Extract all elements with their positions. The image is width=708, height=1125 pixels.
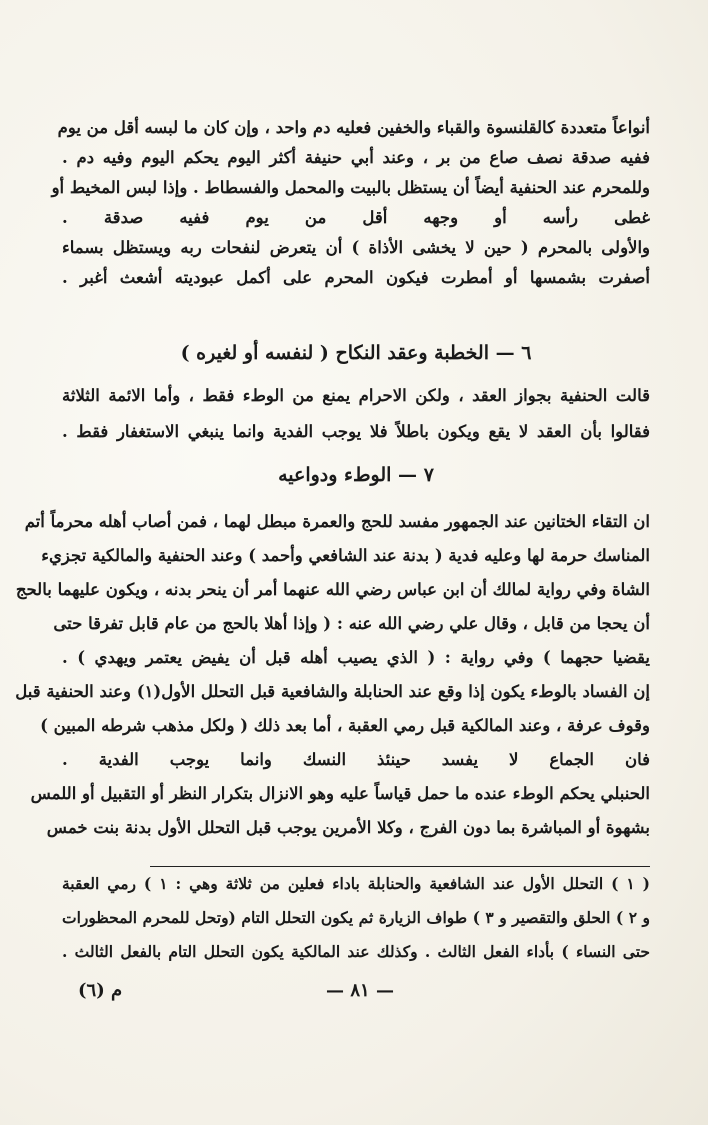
text-line: أنواعاً متعددة كالقلنسوة والقباء والخفين فعليه دم واحد ، وإن كان ما لبسه أقل من يوم xyxy=(57,118,650,137)
text-line: بشهوة أو المباشرة بما دون الفرج ، وكلا الأمرين يوجب قبل التحلل الأول بدنة بنت خمس xyxy=(46,818,650,837)
text-line: وقوف عرفة ، وعند المالكية قبل رمي العقبة ، أما بعد ذلك ( ولكل مذهب شرطه المبين ) xyxy=(40,716,650,735)
section-heading-6: ٦ — الخطبة وعقد النكاح ( لنفسه أو لغيره ) xyxy=(180,342,532,364)
section-6-text xyxy=(62,386,650,458)
footnote-line: حتى النساء ) بأداء الفعل الثالث . وكذلك عند المالكية يكون التحلل التام بالفعل الثالث . xyxy=(62,942,650,961)
text-line: الشاة وفي رواية لمالك أن ابن عباس رضي الله عنهما أمر أن ينحر بدنه ، ويكون عليهما بالحج xyxy=(15,580,650,599)
text-line: إن الفساد بالوطء يكون إذا وقع عند الحنابلة والشافعية قبل التحلل الأول(١) وعند الحنفية قبل xyxy=(15,682,650,701)
text-line: أن يحجا من قابل ، وقال علي رضي الله عنه : ( وإذا أهلا بالحج من عام قابل تفرقا حتى xyxy=(53,614,650,633)
text-line: غطى رأسه أو وجهه أقل من يوم ففيه صدقة . xyxy=(62,208,650,227)
footnote-line: ( ١ ) التحلل الأول عند الشافعية والحنابلة باداء فعلين من ثلاثة وهي : ١ ) رمي العقبة xyxy=(62,874,650,893)
text-line: ان التقاء الختانين عند الجمهور مفسد للحج والعمرة مبطل لهما ، فمن أصاب أهله محرماً أتم xyxy=(24,512,650,531)
footnote-line: و ٢ ) الحلق والتقصير و ٣ ) طواف الزيارة ثم يكون التحلل التام (وتحل للمحرم المحظورات xyxy=(62,908,651,927)
signature-mark: م (٦) xyxy=(78,980,123,1001)
text-line: فان الجماع لا يفسد حينئذ النسك وانما يوجب الفدية . xyxy=(62,750,650,769)
footnote-divider xyxy=(150,866,650,867)
text-line: فقالوا بأن العقد لا يقع ويكون باطلاً فلا يوجب الفدية وانما ينبغي الاستغفار فقط . xyxy=(62,422,650,441)
text-line: والأولى بالمحرم ( حين لا يخشى الأذاة ) أن يتعرض لنفحات ربه ويستظل بسماء xyxy=(62,238,650,257)
section-7-text xyxy=(15,512,650,852)
text-line: يقضيا حجهما ) وفي رواية : ( الذي يصيب أهله قبل أن يفيض يعتمر ويهدي ) . xyxy=(62,648,650,667)
text-line: وللمحرم عند الحنفية أيضاً أن يستظل بالبيت والمحمل والفسطاط . وإذا لبس المخيط أو xyxy=(51,178,650,197)
text-line: الحنبلي يحكم الوطء عنده ما حمل قياساً عليه وهو الانزال بتكرار النظر أو التقبيل أو اللمس xyxy=(30,784,650,803)
main-paragraphs xyxy=(51,118,650,298)
section-heading-7: ٧ — الوطء ودواعيه xyxy=(278,464,434,486)
text-line: ففيه صدقة نصف صاع من بر ، وعند أبي حنيفة أكثر اليوم يحكم اليوم وفيه دم . xyxy=(62,148,650,167)
page-number: — ٨١ — xyxy=(326,980,394,1001)
footnote xyxy=(62,874,650,976)
text-line: المناسك حرمة لها وعليه فدية ( بدنة عند الشافعي وأحمد ) وعند الحنفية والمالكية تجزيء xyxy=(41,546,650,565)
text-line: قالت الحنفية بجواز العقد ، ولكن الاحرام يمنع من الوطء فقط ، وأما الائمة الثلاثة xyxy=(62,386,650,405)
text-line: أصفرت بشمسها أو أمطرت فيكون المحرم على أكمل عبوديته أشعث أغبر . xyxy=(62,268,650,287)
